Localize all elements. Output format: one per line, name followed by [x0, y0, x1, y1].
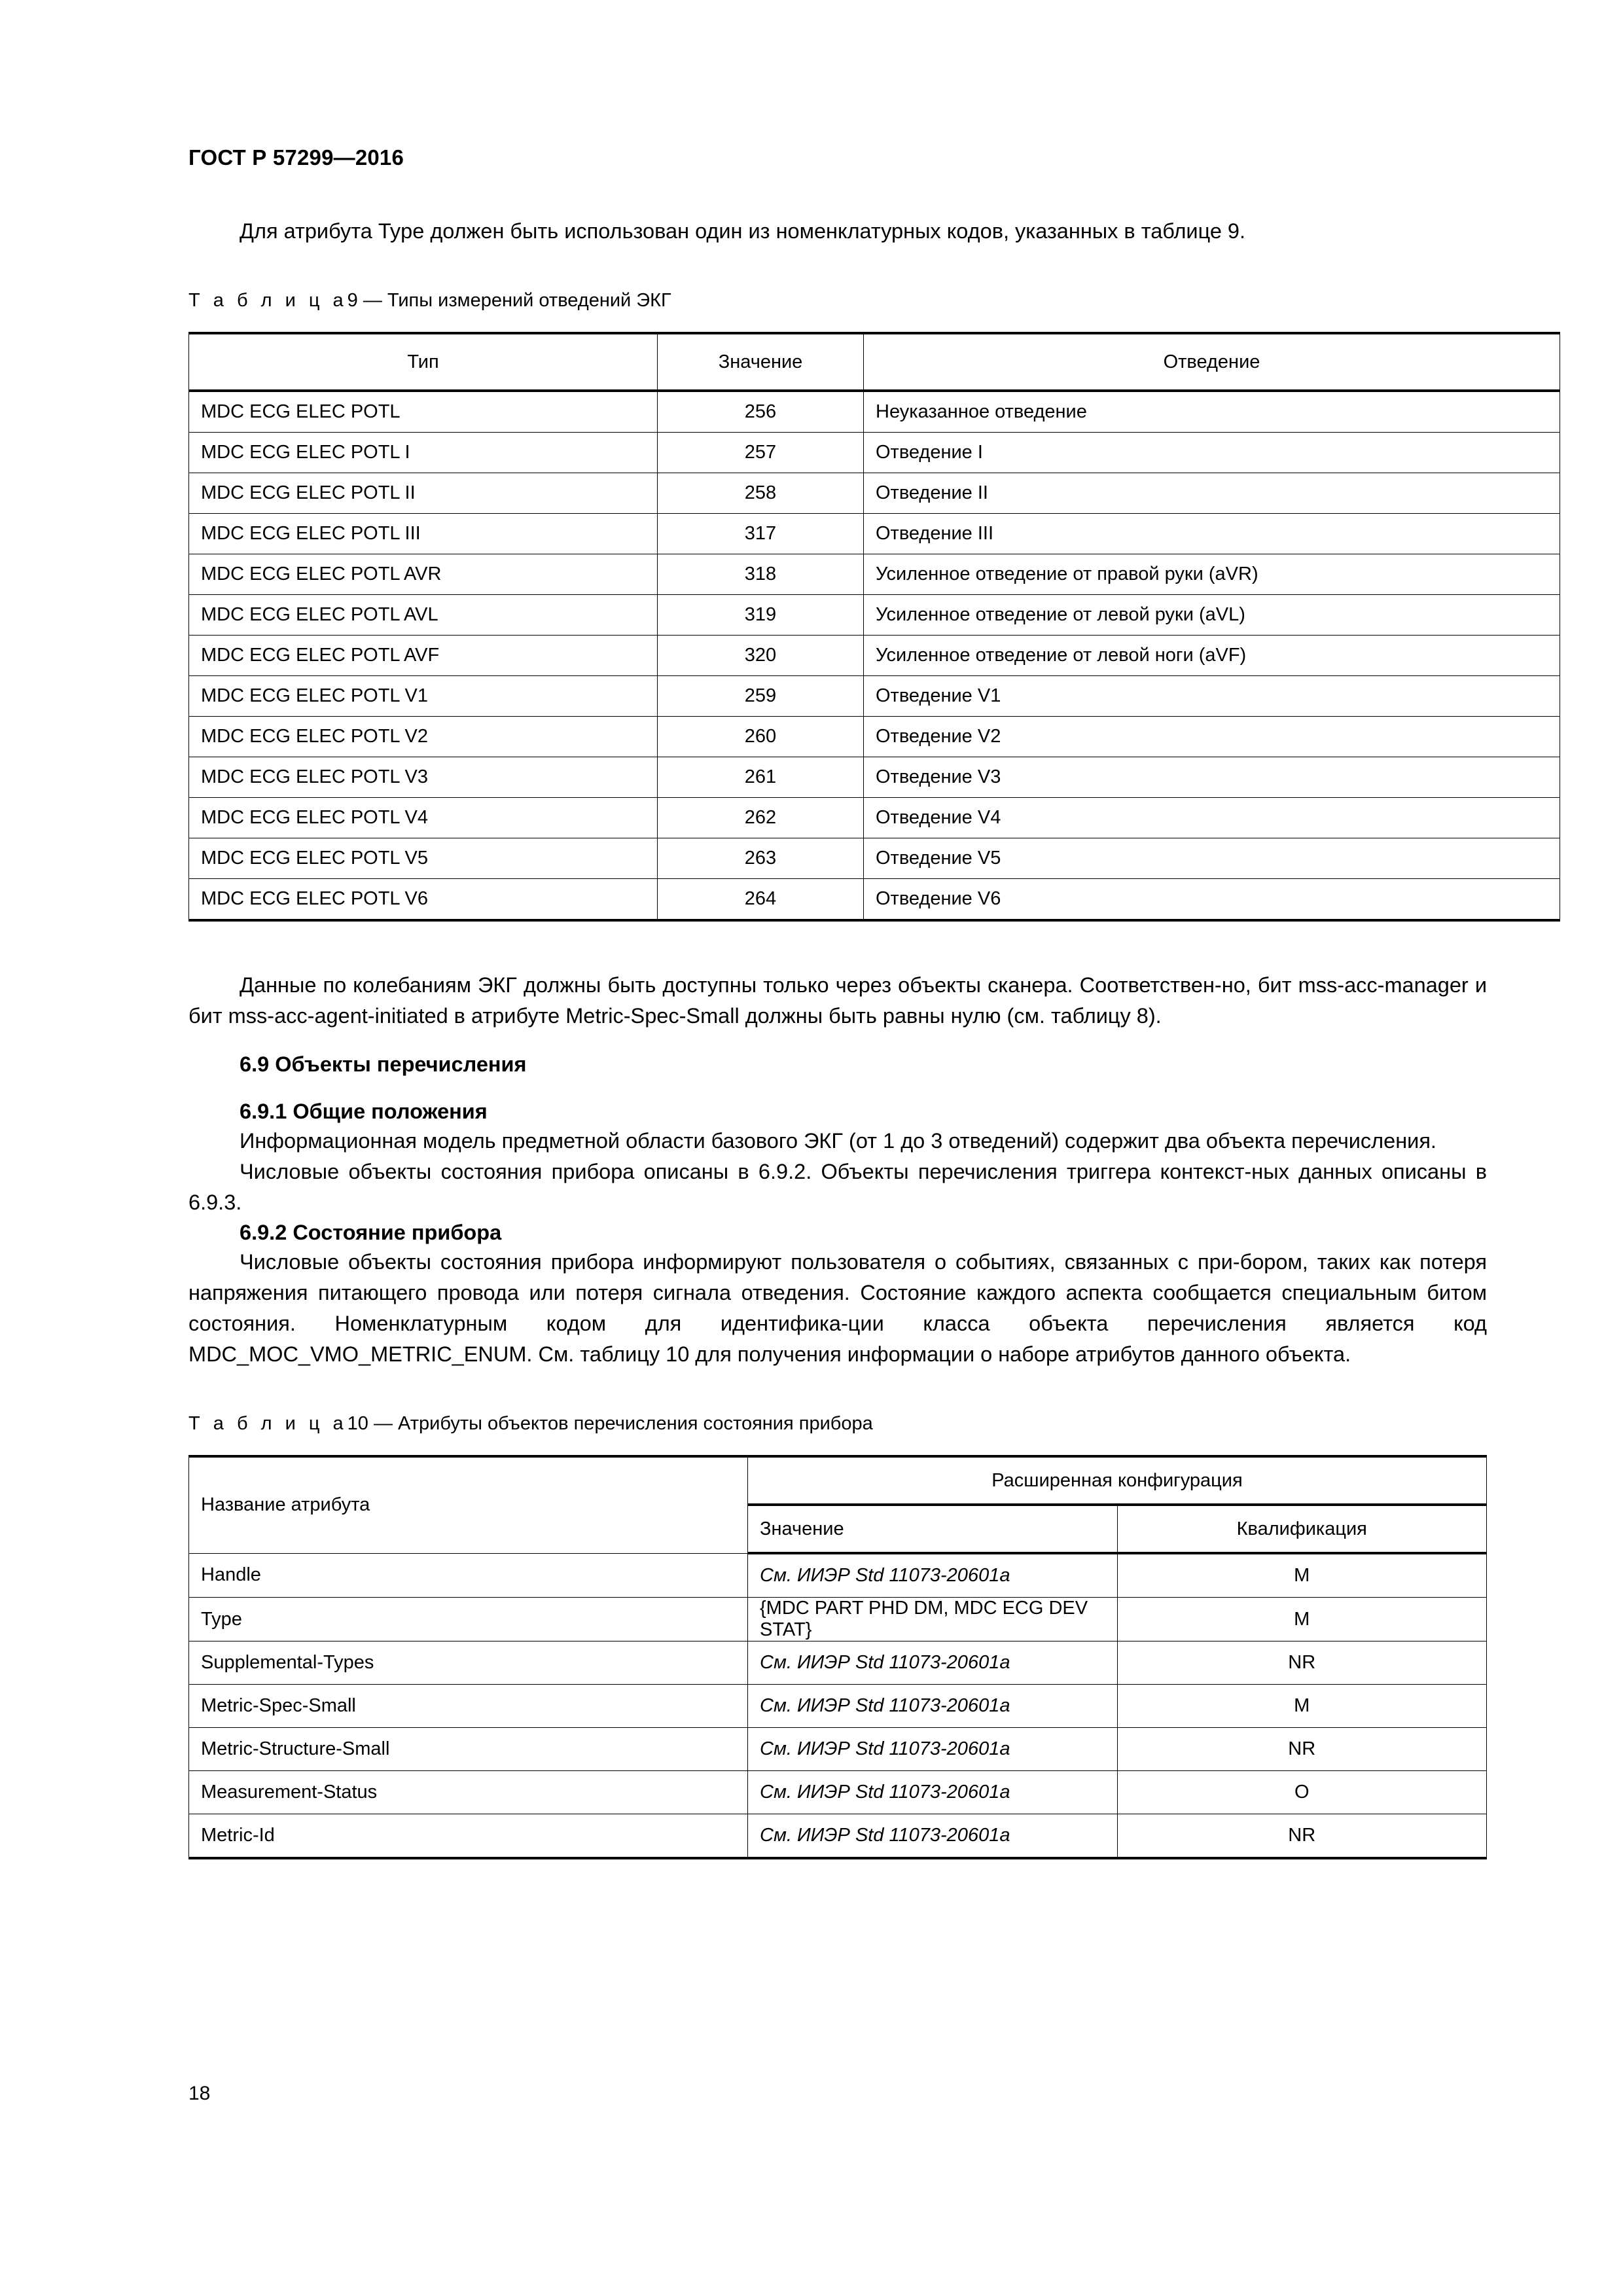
table-row	[189, 879, 1560, 921]
cell-value: 318	[658, 554, 864, 595]
cell-attribute: Metric-Structure-Small	[189, 1728, 748, 1771]
table10-caption-text: 10 — Атрибуты объектов перечисления состояния прибора	[347, 1413, 873, 1434]
page-number: 18	[188, 2083, 211, 2104]
paragraph-6-9-1-b: Числовые объекты состояния прибора описаны в 6.9.2. Объекты перечисления триггера контекст-ных данных описаны в 6.9.3.	[188, 1160, 1487, 1214]
table-row	[189, 391, 1560, 433]
table9-caption	[188, 287, 1487, 314]
cell-value: См. ИИЭР Std 11073-20601a	[748, 1771, 1118, 1814]
cell-type: MDC ECG ELEC POTL AVF	[189, 636, 658, 676]
table10-caption-label: Т а б л и ц а	[188, 1413, 348, 1434]
table9-header	[189, 333, 1560, 391]
table-ecg-lead-measurement-types	[188, 332, 1560, 922]
cell-value: 260	[658, 717, 864, 757]
cell-value: {MDC PART PHD DM, MDC ECG DEV STAT}	[748, 1598, 1118, 1641]
cell-type: MDC ECG ELEC POTL III	[189, 514, 658, 554]
cell-type: MDC ECG ELEC POTL I	[189, 433, 658, 473]
cell-type: MDC ECG ELEC POTL V2	[189, 717, 658, 757]
table-row	[189, 554, 1560, 595]
cell-lead: Отведение V2	[864, 717, 1560, 757]
cell-lead: Отведение V4	[864, 798, 1560, 838]
table9-col-lead: Отведение	[864, 333, 1560, 391]
cell-attribute: Metric-Spec-Small	[189, 1685, 748, 1728]
table-row	[189, 1728, 1487, 1771]
cell-type: MDC ECG ELEC POTL AVL	[189, 595, 658, 636]
heading-6-9: 6.9 Объекты перечисления	[240, 1052, 527, 1076]
table-row	[189, 757, 1560, 798]
cell-value: См. ИИЭР Std 11073-20601a	[748, 1728, 1118, 1771]
table9-caption-label: Т а б л и ц а	[188, 290, 348, 311]
cell-qualification: NR	[1117, 1728, 1487, 1771]
table9-caption-text: 9 — Типы измерений отведений ЭКГ	[347, 290, 671, 311]
cell-type: MDC ECG ELEC POTL	[189, 391, 658, 433]
cell-lead: Отведение II	[864, 473, 1560, 514]
cell-value: См. ИИЭР Std 11073-20601a	[748, 1814, 1118, 1859]
table-row	[189, 1598, 1487, 1641]
cell-value: См. ИИЭР Std 11073-20601a	[748, 1641, 1118, 1685]
cell-qualification: NR	[1117, 1641, 1487, 1685]
table10-header	[189, 1456, 1487, 1553]
table9-body	[189, 391, 1560, 920]
table-row	[189, 798, 1560, 838]
intro-paragraph: Для атрибута Type должен быть использован один из номенклатурных кодов, указанных в таблице 9.	[240, 219, 1246, 243]
table10-col-group-extended-config: Расширенная конфигурация	[748, 1456, 1487, 1505]
spacer	[188, 1031, 1487, 1050]
spacer	[188, 314, 1487, 332]
table9-header-row	[189, 333, 1560, 391]
cell-value: 262	[658, 798, 864, 838]
heading-6-9-1: 6.9.1 Общие положения	[240, 1100, 488, 1123]
table-row	[189, 717, 1560, 757]
cell-qualification: М	[1117, 1598, 1487, 1641]
table-row	[189, 1553, 1487, 1598]
cell-lead: Усиленное отведение от правой руки (aVR)	[864, 554, 1560, 595]
table-row	[189, 433, 1560, 473]
paragraph-after-table9: Данные по колебаниям ЭКГ должны быть доступны только через объекты сканера. Соответствен-но, бит mss-acc-manager и бит mss-acc-agent-initiated в атрибуте Metric-Spec-Small должны быть равны нулю (см. таблицу 8).	[188, 973, 1487, 1028]
cell-value: 257	[658, 433, 864, 473]
heading-6-9-2: 6.9.2 Состояние прибора	[240, 1221, 502, 1244]
table-row	[189, 1771, 1487, 1814]
table10-body	[189, 1553, 1487, 1858]
table-row	[189, 595, 1560, 636]
spacer	[188, 247, 1487, 287]
cell-type: MDC ECG ELEC POTL V3	[189, 757, 658, 798]
cell-lead: Усиленное отведение от левой ноги (aVF)	[864, 636, 1560, 676]
cell-lead: Отведение III	[864, 514, 1560, 554]
cell-value: 263	[658, 838, 864, 879]
spacer	[188, 922, 1487, 970]
spacer	[188, 1079, 1487, 1097]
cell-lead: Неуказанное отведение	[864, 391, 1560, 433]
cell-value: 317	[658, 514, 864, 554]
cell-type: MDC ECG ELEC POTL V4	[189, 798, 658, 838]
paragraph-6-9-2: Числовые объекты состояния прибора информируют пользователя о событиях, связанных с при-бором, таких как потеря напряжения питающего провода или потеря сигнала отведения. Состояние каждого аспекта сообщается специальным битом состояния. Номенклатурным кодом для идентифика-ции класса объекта перечисления является код MDC_MOC_VMO_METRIC_ENUM. См. таблицу 10 для получения информации о наборе атрибутов данного объекта.	[188, 1250, 1487, 1366]
table-row	[189, 838, 1560, 879]
cell-lead: Отведение V5	[864, 838, 1560, 879]
table-row	[189, 676, 1560, 717]
cell-qualification: М	[1117, 1553, 1487, 1598]
table-row	[189, 636, 1560, 676]
table10-col-value: Значение	[748, 1505, 1118, 1553]
cell-qualification: М	[1117, 1685, 1487, 1728]
table-row	[189, 1685, 1487, 1728]
table10-header-row-1	[189, 1456, 1487, 1505]
spacer	[188, 1370, 1487, 1410]
cell-value: 319	[658, 595, 864, 636]
cell-value: 256	[658, 391, 864, 433]
table10-col-qualification: Квалификация	[1117, 1505, 1487, 1553]
cell-type: MDC ECG ELEC POTL AVR	[189, 554, 658, 595]
table10-caption	[188, 1410, 1487, 1437]
cell-attribute: Metric-Id	[189, 1814, 748, 1859]
cell-type: MDC ECG ELEC POTL V5	[189, 838, 658, 879]
cell-lead: Отведение V1	[864, 676, 1560, 717]
cell-value: 264	[658, 879, 864, 921]
cell-lead: Отведение I	[864, 433, 1560, 473]
cell-type: MDC ECG ELEC POTL V6	[189, 879, 658, 921]
cell-value: 320	[658, 636, 864, 676]
cell-attribute: Handle	[189, 1553, 748, 1598]
table-row	[189, 514, 1560, 554]
paragraph-6-9-1-a: Информационная модель предметной области базового ЭКГ (от 1 до 3 отведений) содержит два объекта перечисления.	[240, 1129, 1436, 1153]
table-row	[189, 1641, 1487, 1685]
cell-type: MDC ECG ELEC POTL II	[189, 473, 658, 514]
table-row	[189, 1814, 1487, 1859]
table9-col-type: Тип	[189, 333, 658, 391]
cell-lead: Усиленное отведение от левой руки (aVL)	[864, 595, 1560, 636]
cell-value: 258	[658, 473, 864, 514]
table-device-status-enum-attributes	[188, 1455, 1487, 1859]
cell-type: MDC ECG ELEC POTL V1	[189, 676, 658, 717]
cell-value: 259	[658, 676, 864, 717]
cell-lead: Отведение V6	[864, 879, 1560, 921]
cell-value: См. ИИЭР Std 11073-20601a	[748, 1553, 1118, 1598]
cell-qualification: NR	[1117, 1814, 1487, 1859]
cell-attribute: Supplemental-Types	[189, 1641, 748, 1685]
table10-col-attribute: Название атрибута	[189, 1456, 748, 1553]
cell-value: См. ИИЭР Std 11073-20601a	[748, 1685, 1118, 1728]
cell-attribute: Measurement-Status	[189, 1771, 748, 1814]
cell-attribute: Type	[189, 1598, 748, 1641]
spacer	[188, 1437, 1487, 1455]
cell-qualification: О	[1117, 1771, 1487, 1814]
table9-col-value: Значение	[658, 333, 864, 391]
running-header: ГОСТ Р 57299—2016	[188, 145, 404, 170]
cell-value: 261	[658, 757, 864, 798]
table-row	[189, 473, 1560, 514]
cell-lead: Отведение V3	[864, 757, 1560, 798]
